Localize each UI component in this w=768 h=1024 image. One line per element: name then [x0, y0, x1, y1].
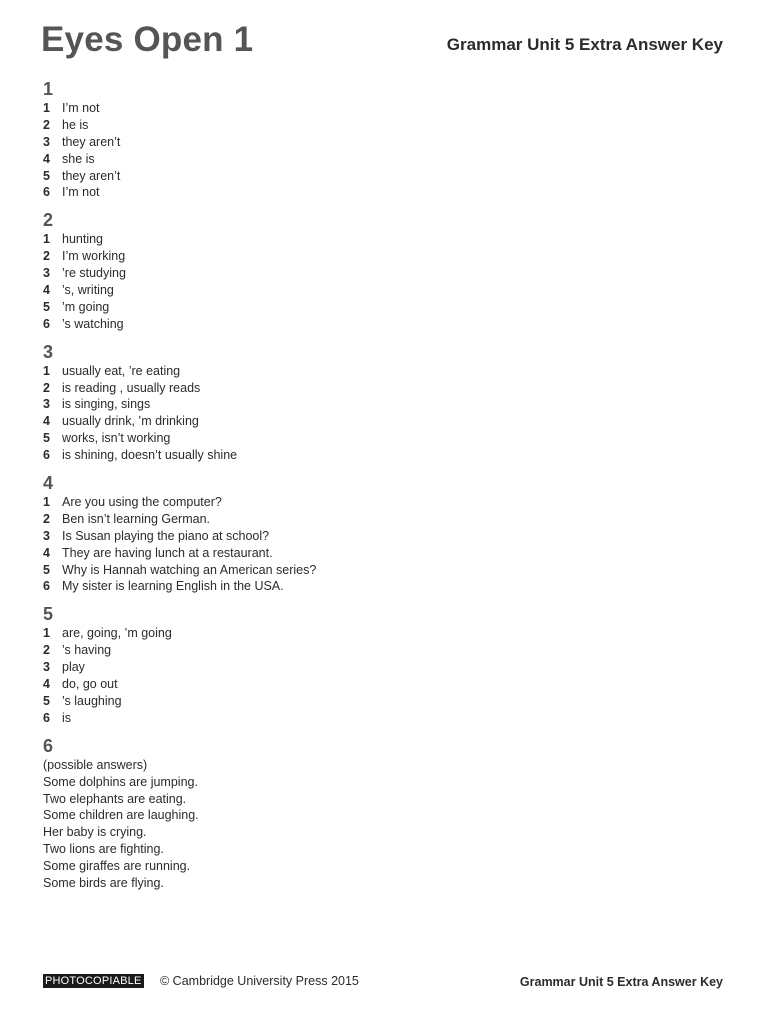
answer-text: ’s, writing	[62, 283, 114, 298]
answer-text: My sister is learning English in the USA.	[62, 579, 284, 594]
answer-item	[43, 168, 723, 185]
answer-item	[43, 676, 723, 693]
answer-text: is singing, sings	[62, 397, 151, 412]
answer-text: play	[62, 660, 85, 675]
answer-number: 2	[43, 249, 50, 264]
answer-item	[43, 430, 723, 447]
answer-item	[43, 151, 723, 168]
exercise-section-3	[43, 341, 723, 464]
answer-item	[43, 562, 723, 579]
answer-item	[43, 184, 723, 201]
answer-list	[43, 363, 723, 464]
answer-text: he is	[62, 117, 89, 132]
answer-item	[43, 693, 723, 710]
answer-number: 5	[43, 431, 50, 446]
answer-text: is reading , usually reads	[62, 380, 201, 395]
answer-item	[43, 380, 723, 397]
answer-item	[43, 413, 723, 430]
answer-line: Her baby is crying.	[43, 825, 147, 840]
photocopiable-badge: PHOTOCOPIABLE	[45, 975, 142, 987]
answer-item	[43, 231, 723, 248]
answer-text: they aren’t	[62, 134, 121, 149]
answer-text: Ben isn’t learning German.	[62, 511, 210, 526]
answer-number: 5	[43, 168, 50, 183]
answer-number: 3	[43, 528, 50, 543]
answer-number: 6	[43, 710, 50, 725]
exercise-number: 3	[43, 341, 54, 362]
exercise-number: 1	[43, 79, 54, 99]
answer-number: 4	[43, 151, 50, 166]
answer-item	[43, 511, 723, 528]
exercise-section-6	[43, 735, 723, 892]
exercise-number: 5	[43, 604, 54, 625]
answer-number: 2	[43, 643, 50, 658]
exercise-section-1	[43, 78, 723, 201]
answer-text: do, go out	[62, 677, 118, 692]
answer-text: she is	[62, 151, 95, 166]
answer-text: they aren’t	[62, 168, 121, 183]
answer-number: 3	[43, 134, 50, 149]
answer-text: usually drink, ’m drinking	[62, 414, 199, 429]
answer-item	[43, 659, 723, 676]
answer-text: are, going, ’m going	[62, 626, 172, 641]
answer-line: Two lions are fighting.	[43, 842, 164, 857]
answer-list	[43, 231, 723, 332]
answer-text: They are having lunch at a restaurant.	[62, 545, 273, 560]
exercise-section-2	[43, 209, 723, 332]
answer-list	[43, 625, 723, 726]
answer-text: ’m going	[62, 299, 110, 314]
answer-line: Some giraffes are running.	[43, 859, 191, 874]
exercise-number: 6	[43, 735, 54, 756]
answer-number: 2	[43, 380, 50, 395]
answer-text: ’s laughing	[62, 693, 122, 708]
answer-number: 1	[43, 626, 50, 641]
answer-number: 5	[43, 299, 50, 314]
answer-line: Some birds are flying.	[43, 875, 164, 890]
answer-number: 2	[43, 511, 50, 526]
answer-number: 4	[43, 677, 50, 692]
answer-number: 1	[43, 363, 50, 378]
exercise-section-4	[43, 472, 723, 595]
exercise-section-5	[43, 603, 723, 726]
answer-number: 6	[43, 316, 50, 331]
answer-item	[43, 642, 723, 659]
answer-item	[43, 494, 723, 511]
answer-item	[43, 265, 723, 282]
answer-text: I’m not	[62, 185, 100, 200]
answer-text: is	[62, 710, 72, 725]
answer-item	[43, 625, 723, 642]
answer-line: (possible answers)	[43, 757, 148, 772]
answer-item	[43, 299, 723, 316]
copyright-notice: © Cambridge University Press 2015	[160, 974, 359, 988]
page-subtitle: Grammar Unit 5 Extra Answer Key	[446, 35, 723, 54]
answer-item	[43, 134, 723, 151]
answer-item	[43, 396, 723, 413]
exercise-number: 2	[43, 210, 54, 231]
answer-text: ’re studying	[62, 266, 126, 281]
answer-text: hunting	[62, 232, 104, 247]
answer-number: 6	[43, 185, 50, 200]
answer-text: ’s having	[62, 643, 112, 658]
answer-number: 4	[43, 545, 50, 560]
answer-text: usually eat, ’re eating	[62, 363, 181, 378]
answer-text: Is Susan playing the piano at school?	[62, 528, 270, 543]
answer-item	[43, 528, 723, 545]
answer-text: Are you using the computer?	[62, 495, 222, 510]
answer-line: Some children are laughing.	[43, 808, 199, 823]
answer-item	[43, 316, 723, 333]
answer-item	[43, 545, 723, 562]
answer-item	[43, 363, 723, 380]
answer-number: 2	[43, 117, 50, 132]
answer-number: 1	[43, 232, 50, 247]
page-footer	[43, 972, 723, 990]
answer-item	[43, 100, 723, 117]
answer-line: Two elephants are eating.	[43, 791, 187, 806]
answer-number: 3	[43, 266, 50, 281]
answer-text: works, isn’t working	[62, 431, 171, 446]
answer-list	[43, 100, 723, 201]
answer-number: 4	[43, 414, 50, 429]
answer-text: is shining, doesn’t usually shine	[62, 448, 238, 463]
answer-item	[43, 248, 723, 265]
answer-number: 3	[43, 397, 50, 412]
page-title: Eyes Open 1	[41, 20, 254, 59]
answer-number: 3	[43, 660, 50, 675]
answer-text: Why is Hannah watching an American series?	[62, 562, 317, 577]
answer-item	[43, 578, 723, 595]
answer-number: 1	[43, 495, 50, 510]
answer-key-content	[43, 78, 723, 900]
answer-text: I’m working	[62, 249, 126, 264]
answer-number: 4	[43, 283, 50, 298]
footer-title: Grammar Unit 5 Extra Answer Key	[519, 975, 723, 989]
answer-number: 6	[43, 448, 50, 463]
exercise-number: 4	[43, 473, 54, 494]
answer-item	[43, 117, 723, 134]
answer-item	[43, 282, 723, 299]
answer-number: 5	[43, 693, 50, 708]
answer-number: 1	[43, 101, 50, 115]
answer-item	[43, 447, 723, 464]
answer-text: I’m not	[62, 101, 100, 115]
answer-item	[43, 710, 723, 727]
answer-list	[43, 494, 723, 595]
answer-number: 5	[43, 562, 50, 577]
answer-text: ’s watching	[62, 316, 124, 331]
answer-number: 6	[43, 579, 50, 594]
answer-line: Some dolphins are jumping.	[43, 774, 198, 789]
